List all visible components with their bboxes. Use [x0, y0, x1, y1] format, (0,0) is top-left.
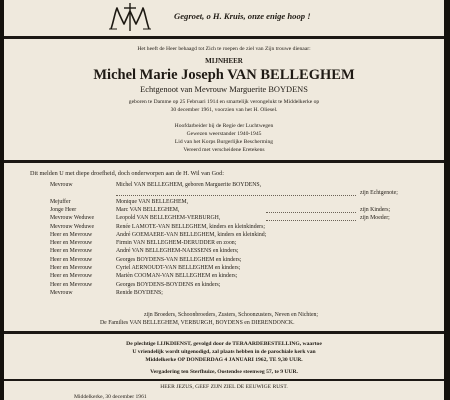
- honorific: MIJNHEER: [205, 57, 243, 65]
- service-line-3: Middelkerke OP DONDERDAG 4 JANUARI 1962, TE 9,30 UUR.: [145, 357, 303, 363]
- intro-text: Het heeft de Heer behaagd tot Zich te roepen de ziel van Zijn trouwe dienaar:: [137, 46, 311, 52]
- title-1: Hoofdarbeider bij de Regie der Luchtwegen: [174, 123, 274, 129]
- born-line-2: 30 december 1961, voorzien van het H. Oliesel.: [170, 107, 278, 113]
- dotted-leader: [116, 195, 356, 196]
- mourner-name: Michel VAN BELLEGHEM, geboren Marguerite BOYDENS,: [116, 182, 262, 188]
- service-line-1: De plechtige LIJKDIENST, gevolgd door de TERAARDEBESTELLING, waartoe: [126, 341, 322, 347]
- mourner-prefix: Jonge Heer: [50, 206, 77, 213]
- footer-date: Middelkerke, 30 december 1961: [74, 394, 147, 400]
- mourners-intro: Dit melden U met diepe droefheid, doch onderworpen aan de H. Wil van God:: [30, 170, 224, 177]
- mourner-name: Marc VAN BELLEGHEM,: [116, 206, 180, 213]
- born-line-1: geboren te Damme op 25 Februari 1914 en smartelijk verongelukt te Middelkerke op: [128, 99, 320, 105]
- deceased-name: Michel Marie Joseph VAN BELLEGHEM: [93, 67, 355, 83]
- siblings-line: zijn Broeders, Schoonbroeders, Zusters, Schoonzusters, Neven en Nichten;: [144, 312, 319, 318]
- title-3: Lid van het Korps Burgerlijke Bescherming: [174, 139, 274, 145]
- mourner-relation: zijn Kinders;: [360, 206, 391, 213]
- mourner-relation: zijn Moeder;: [360, 215, 390, 222]
- mourner-prefix: Mejuffer: [50, 198, 71, 205]
- mourner-prefix: Mevrouw Weduwe: [50, 215, 95, 222]
- mourner-prefix: Heer en Mevrouw: [50, 281, 93, 288]
- mourner-name: André GOEMAERE-VAN BELLEGHEM, kinders en kleinkind;: [116, 231, 267, 238]
- bottom-rule: [4, 379, 444, 381]
- prayer-line: HEER JEZUS, GEEF ZIJN ZIEL DE EEUWIGE RUST.: [160, 384, 288, 390]
- top-rule: [4, 36, 444, 39]
- mourner-name: Georges BOYDENS-VAN BELLEGHEM en kinders;: [116, 256, 242, 263]
- mourner-relation: zijn Echtgenote;: [360, 190, 398, 197]
- mourner-name: Renée LAMOTE-VAN BELLEGHEM, kinders en kleinkinders;: [116, 223, 265, 230]
- mourner-name: Cyriel AERNOUDT-VAN BELLEGHEM en kinders;: [116, 265, 241, 271]
- mourner-name: Firmin VAN BELLEGHEM-DERUDDER en zoon;: [116, 240, 237, 247]
- lower-rule: [4, 331, 444, 334]
- mourner-name: Leopold VAN BELLEGHEM-VERBURGH,: [116, 215, 221, 222]
- mourner-prefix: Heer en Mevrouw: [50, 265, 93, 271]
- cross-monogram-icon: [107, 2, 153, 32]
- dotted-leader: [266, 212, 356, 213]
- mourner-name: Monique VAN BELLEGHEM,: [116, 198, 189, 205]
- mourner-prefix: Mevrouw Weduwe: [50, 223, 95, 230]
- mourner-name: Renide BOYDENS;: [116, 289, 163, 296]
- mourner-prefix: Mevrouw: [50, 289, 73, 296]
- mourner-prefix: Heer en Mevrouw: [50, 256, 93, 263]
- mourner-name: Marièn COOMAN-VAN BELLEGHEM en kinders;: [116, 273, 238, 280]
- mourning-card: [4, 0, 444, 400]
- families-line: De Families VAN BELLEGHEM, VERBURGH, BOYDENS en DIERENDONCK.: [100, 320, 295, 326]
- motto: Gegroet, o H. Kruis, onze enige hoop !: [174, 11, 311, 21]
- mourner-prefix: Heer en Mevrouw: [50, 273, 93, 280]
- mourner-prefix: Heer en Mevrouw: [50, 240, 93, 247]
- title-4: Vereerd met verscheidene Eretekens: [183, 147, 265, 153]
- gathering-line: Vergadering ten Sterfhuize, Oostendse steenweg 57, te 9 UUR.: [150, 369, 298, 375]
- mourner-prefix: Heer en Mevrouw: [50, 231, 93, 238]
- mourner-name: Georges BOYDENS-BOYDENS en kinders;: [116, 281, 221, 288]
- middle-rule: [4, 160, 444, 163]
- mourner-prefix: Mevrouw: [50, 182, 73, 188]
- mourner-name: André VAN BELLEGHEM-NAESSENS en kinders;: [116, 248, 239, 255]
- title-2: Gewezen weerstander 1940-1945: [186, 131, 262, 137]
- mourner-prefix: Heer en Mevrouw: [50, 248, 93, 255]
- dotted-leader: [266, 220, 356, 221]
- spouse-line: Echtgenoot van Mevrouw Marguerite BOYDENS: [140, 85, 308, 94]
- service-line-2: U vriendelijk wordt uitgenodigd, zal plaats hebben in de parochiale kerk van: [132, 349, 316, 355]
